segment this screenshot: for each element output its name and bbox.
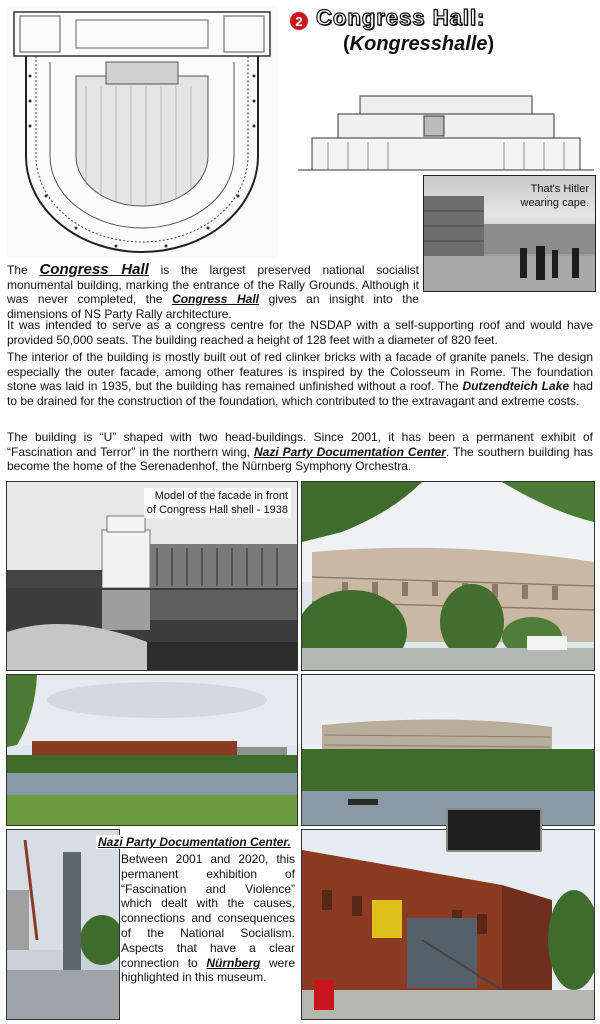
congress-hall-link-1: Congress Hall	[39, 261, 149, 278]
model-facade-caption	[144, 488, 291, 518]
page-subtitle: (Kongresshalle)	[343, 33, 495, 55]
model-caption-line2: of Congress Hall shell - 1938	[146, 504, 288, 516]
hitler-caption-line2: wearing cape.	[520, 197, 589, 209]
section-number-badge: 2	[290, 12, 308, 30]
hitler-caption-line1: That's Hitler	[530, 183, 589, 195]
para1-text-3: gives an insight into the dimensions of NS Party Rally architecture.	[7, 292, 419, 321]
doc-center-pillar-scene	[7, 830, 119, 1019]
para3-text-1: The interior of the building is mostly built out of red clinker bricks with a facade of granite panels. The design especially the outer facade, among other features is inspired by the Colosseum in Rome. The foundation stone was laid in 1935, but the building has remained unfinished without a roof. The	[7, 350, 593, 394]
subtitle-text: Kongresshalle	[349, 33, 488, 55]
para1-text-1: The	[7, 263, 40, 277]
doc-center-text	[121, 852, 295, 985]
photo-doc-center-building	[301, 829, 595, 1020]
page-title: Congress Hall:	[316, 5, 486, 30]
photo-model-facade-1938	[6, 481, 298, 671]
model-caption-line1: Model of the facade in front	[154, 490, 288, 502]
serenadenhof-sign	[446, 808, 542, 852]
doc-center-building-scene	[302, 830, 594, 1019]
paragraph-2: It was intended to serve as a congress centre for the NSDAP with a self-supporting roof and would have provided 50,000 seats. The building reached a height of 128 feet with a diameter of 820 feet.	[7, 318, 593, 347]
doc-text-1: Between 2001 and 2020, this permanent exhibition of “Fascination and Violence” which dealt with the causes, connections and consequences of the National Socialism. Aspects that have a clear connection to	[121, 852, 295, 970]
dutzendteich-lake: Dutzendteich Lake	[462, 379, 570, 394]
paragraph-4	[7, 430, 593, 474]
historical-photo-hitler	[423, 175, 596, 292]
nurnberg-highlight: Nürnberg	[206, 955, 261, 970]
photo-doc-center-pillar	[6, 829, 120, 1020]
paragraph-3	[7, 350, 593, 408]
hitler-photo-caption	[521, 182, 590, 210]
paragraph-1	[7, 263, 419, 321]
photo-arena-lake-boat	[301, 674, 595, 826]
photo-congress-hall-trees	[301, 481, 595, 671]
doc-text-2: were highlighted in this museum.	[121, 955, 295, 985]
congress-hall-trees-scene	[302, 482, 594, 670]
doc-center-heading: Nazi Party Documentation Center.	[98, 835, 291, 849]
hall-across-lake-scene	[7, 675, 297, 825]
elevation-drawing	[298, 86, 594, 176]
photo-hall-across-lake	[6, 674, 298, 826]
arena-lake-scene	[302, 675, 594, 825]
para1-text-2: is the largest preserved national socialist monumental building, marking the entrance of the Rally Grounds. Although it was never completed, the	[7, 263, 419, 307]
documentation-center-link: Nazi Party Documentation Center	[253, 444, 446, 459]
congress-hall-link-2: Congress Hall	[172, 292, 259, 307]
para3-text-2: had to be drained for the construction of the foundation, which contributed to the extravagant and extreme costs.	[7, 379, 593, 408]
para4-text-1: The building is “U” shaped with two head-buildings. Since 2001, it has been a permanent exhibit of “Fascination and Terror” in the northern wing,	[7, 430, 593, 459]
para4-text-2: . The southern building has become the home of the Serenadenhof, the Nürnberg Symphony Orchestra.	[7, 444, 593, 474]
floor-plan-drawing	[6, 6, 278, 258]
